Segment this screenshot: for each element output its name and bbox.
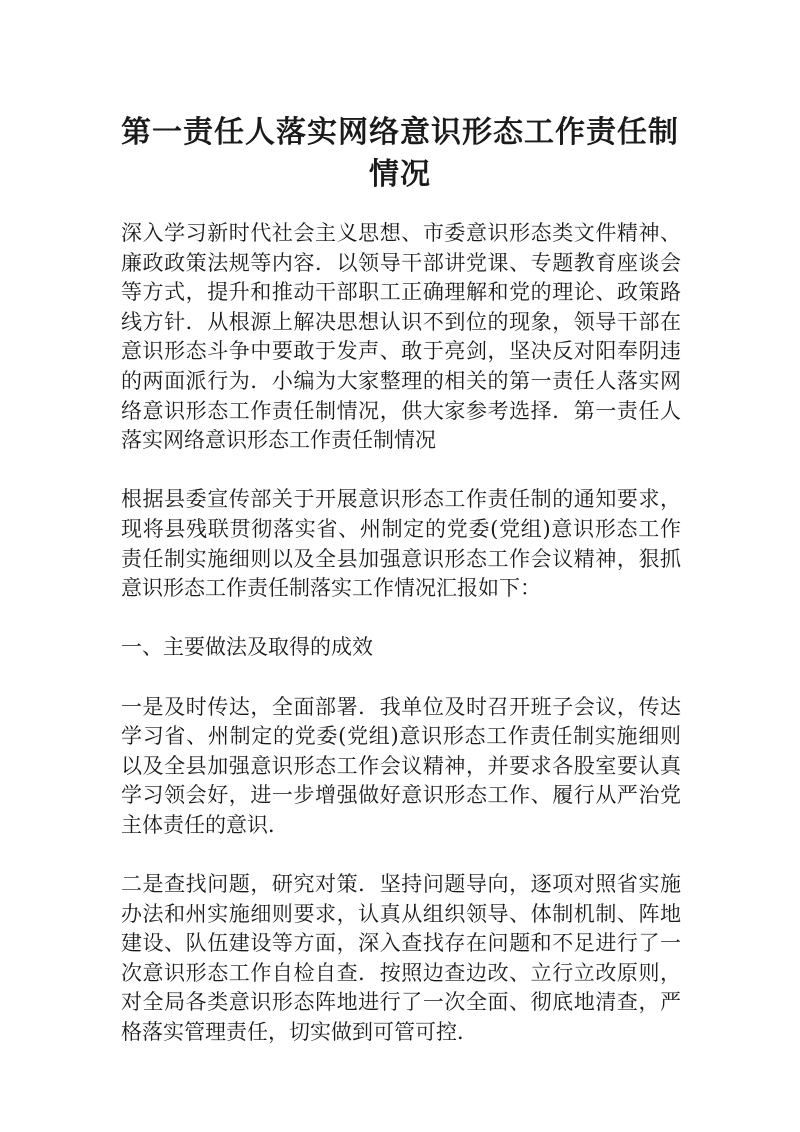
paragraph-background: 根据县委宣传部关于开展意识形态工作责任制的通知要求，现将县残联贯彻落实省、州制定的党委(党组)意识形态工作责任制实施细则以及全县加强意识形态工作会议精神，狠抓意识形态工作责任制落实工作情况汇报如下：	[121, 487, 681, 601]
paragraph-point-one: 一是及时传达，全面部署．我单位及时召开班子会议，传达学习省、州制定的党委(党组)意识形态工作责任制实施细则以及全县加强意识形态工作会议精神，并要求各股室要认真学习领会好，进一步增强做好意识形态工作、履行从严治党主体责任的意识．	[121, 694, 681, 837]
document-title: 第一责任人落实网络意识形态工作责任制情况	[121, 115, 679, 192]
paragraph-intro: 深入学习新时代社会主义思想、市委意识形态类文件精神、廉政政策法规等内容．以领导干部讲党课、专题教育座谈会等方式，提升和推动干部职工正确理解和党的理论、政策路线方针．从根源上解决思想认识不到位的现象，领导干部在意识形态斗争中要敢于发声、敢于亮剑，坚决反对阳奉阴违的两面派行为．小编为大家整理的相关的第一责任人落实网络意识形态工作责任制情况，供大家参考选择．第一责任人落实网络意识形态工作责任制情况	[121, 221, 681, 453]
document-body	[121, 219, 681, 1077]
section-heading: 一、主要做法及取得的成效	[121, 635, 373, 660]
paragraph-point-two: 二是查找问题，研究对策．坚持问题导向，逐项对照省实施办法和州实施细则要求，认真从组织领导、体制机制、阵地建设、队伍建设等方面，深入查找存在问题和不足进行了一次意识形态工作自检自查．按照边查边改、立行立改原则，对全局各类意识形态阵地进行了一次全面、彻底地清查，严格落实管理责任，切实做到可管可控．	[121, 872, 681, 1045]
